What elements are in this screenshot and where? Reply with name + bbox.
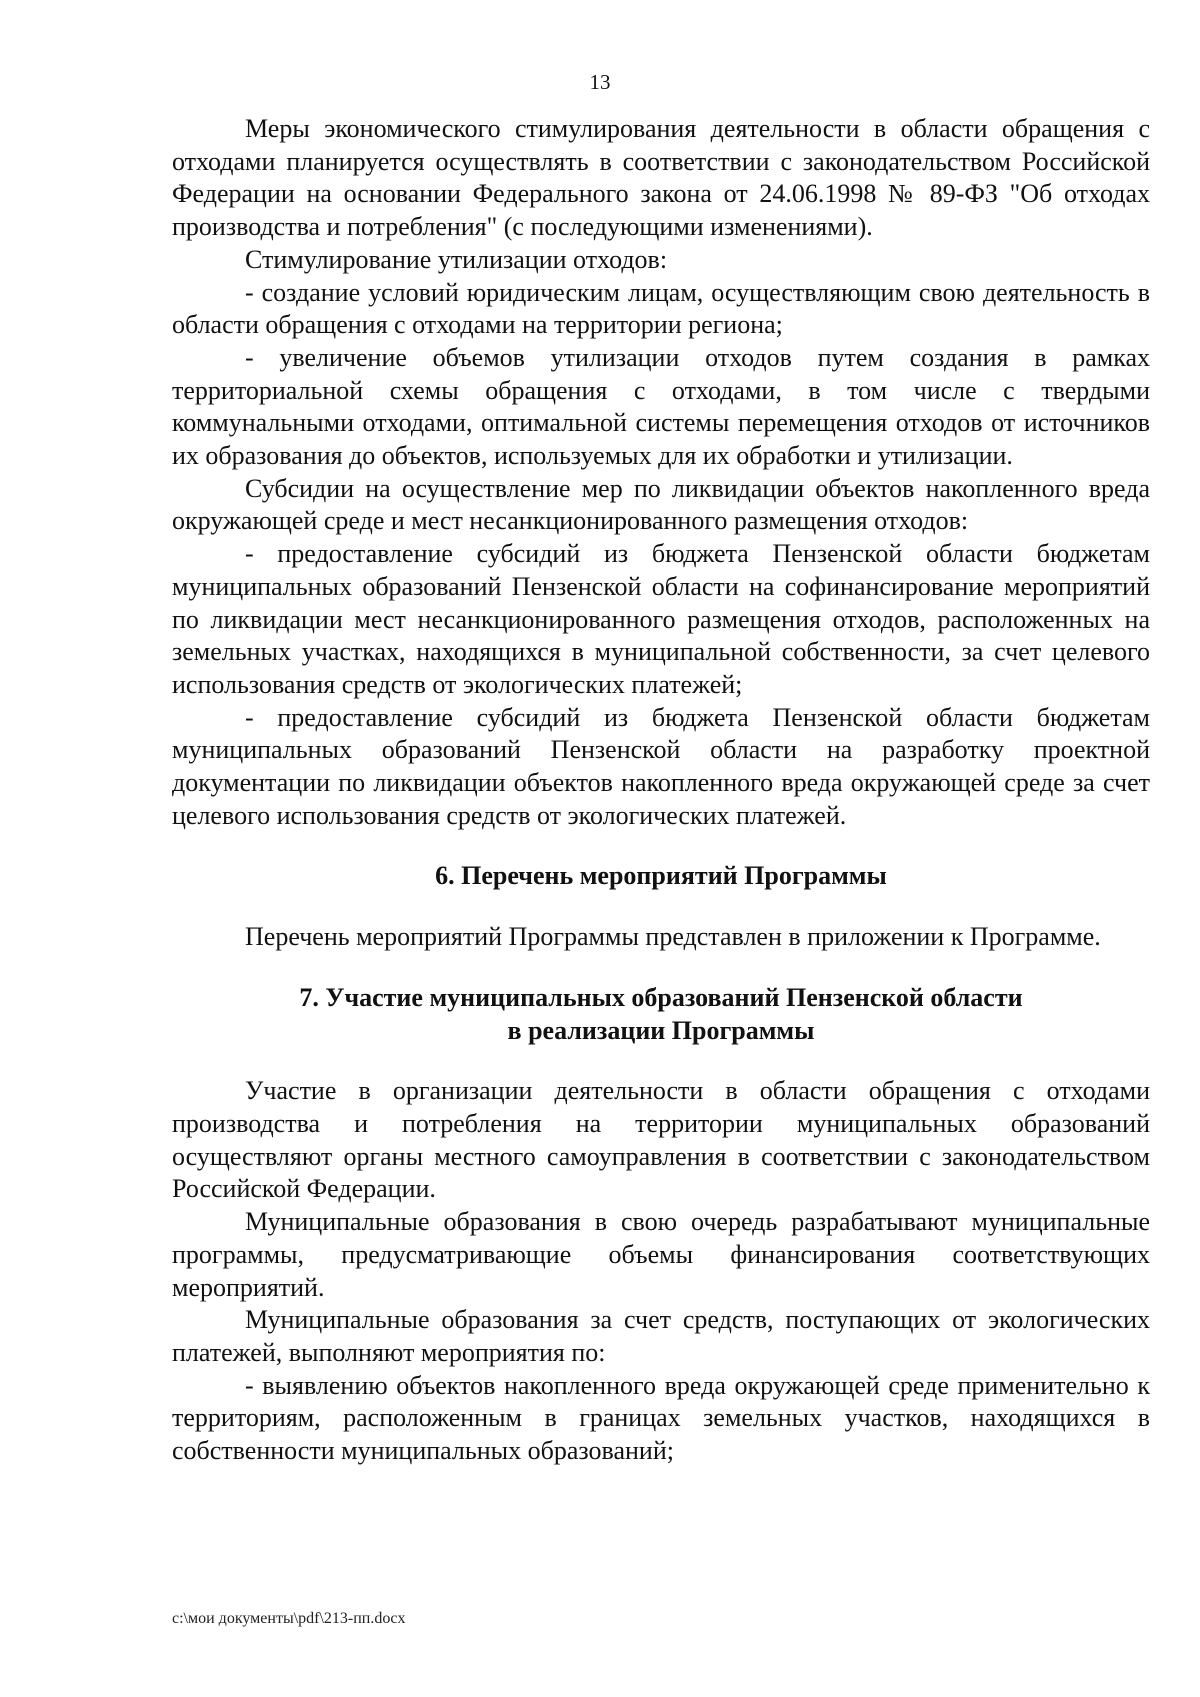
document-body [172, 113, 1150, 1468]
section-6-text: Перечень мероприятий Программы представлен в приложении к Программе. [245, 922, 1101, 952]
footer-file-path: c:\мои документы\pdf\213-пп.docx [172, 1610, 406, 1627]
section-intro [172, 113, 1150, 832]
paragraph: Стимулирование утилизации отходов: [245, 244, 668, 274]
paragraph: Участие в организации деятельности в области обращения с отходами производства и потребления на территории муниципальных образований осуществляют органы местного самоуправления в соответствии с законодательством Российской Федерации. [172, 1076, 1150, 1204]
paragraph: Муниципальные образования в свою очередь разрабатывают муниципальные программы, предусматривающие объемы финансирования соответствующих мероприятий. [172, 1207, 1150, 1302]
paragraph: Субсидии на осуществление мер по ликвидации объектов накопленного вреда окружающей среде и мест несанкционированного размещения отходов: [172, 473, 1150, 536]
list-item: - предоставление субсидий из бюджета Пензенской области бюджетам муниципальных образований Пензенской области на разработку проектной документации по ликвидации объектов накопленного вреда окружающей среде за счет целевого использования средств от экологических платежей. [172, 702, 1150, 830]
section-7-heading-line-1: 7. Участие муниципальных образований Пензенской области [299, 982, 1023, 1012]
list-item: - увеличение объемов утилизации отходов путем создания в рамках территориальной схемы обращения с отходами, в том числе с твердыми коммунальными отходами, оптимальной системы перемещения отходов от источников их образования до объектов, используемых для их обработки и утилизации. [172, 342, 1150, 471]
paragraph: Муниципальные образования за счет средств, поступающих от экологических платежей, выполняют мероприятия по: [172, 1305, 1150, 1367]
list-item: - выявлению объектов накопленного вреда окружающей среде применительно к территориям, расположенным в границах земельных участков, находящихся в собственности муниципальных образований; [172, 1370, 1150, 1466]
list-item: - предоставление субсидий из бюджета Пензенской области бюджетам муниципальных образований Пензенской области на софинансирование мероприятий по ликвидации мест несанкционированного размещения отходов, расположенных на земельных участках, находящихся в муниципальной собственности, за счет целевого использования средств от экологических платежей; [172, 539, 1150, 699]
list-item: - создание условий юридическим лицам, осуществляющим свою деятельность в области обращения с отходами на территории региона; [172, 277, 1150, 340]
paragraph: Меры экономического стимулирования деятельности в области обращения с отходами планируется осуществлять в соответствии с законодательством Российской Федерации на основании Федерального закона от 24.06.1998 № 89-ФЗ "Об отходах производства и потребления" (с последующими изменениями). [172, 114, 1150, 242]
page-number: 13 [589, 70, 611, 94]
section-6-heading: 6. Перечень мероприятий Программы [435, 861, 887, 891]
section-7-body [172, 1075, 1150, 1467]
section-7-heading-line-2: в реализации Программы [507, 1015, 815, 1045]
section-7-heading [172, 982, 1150, 1047]
